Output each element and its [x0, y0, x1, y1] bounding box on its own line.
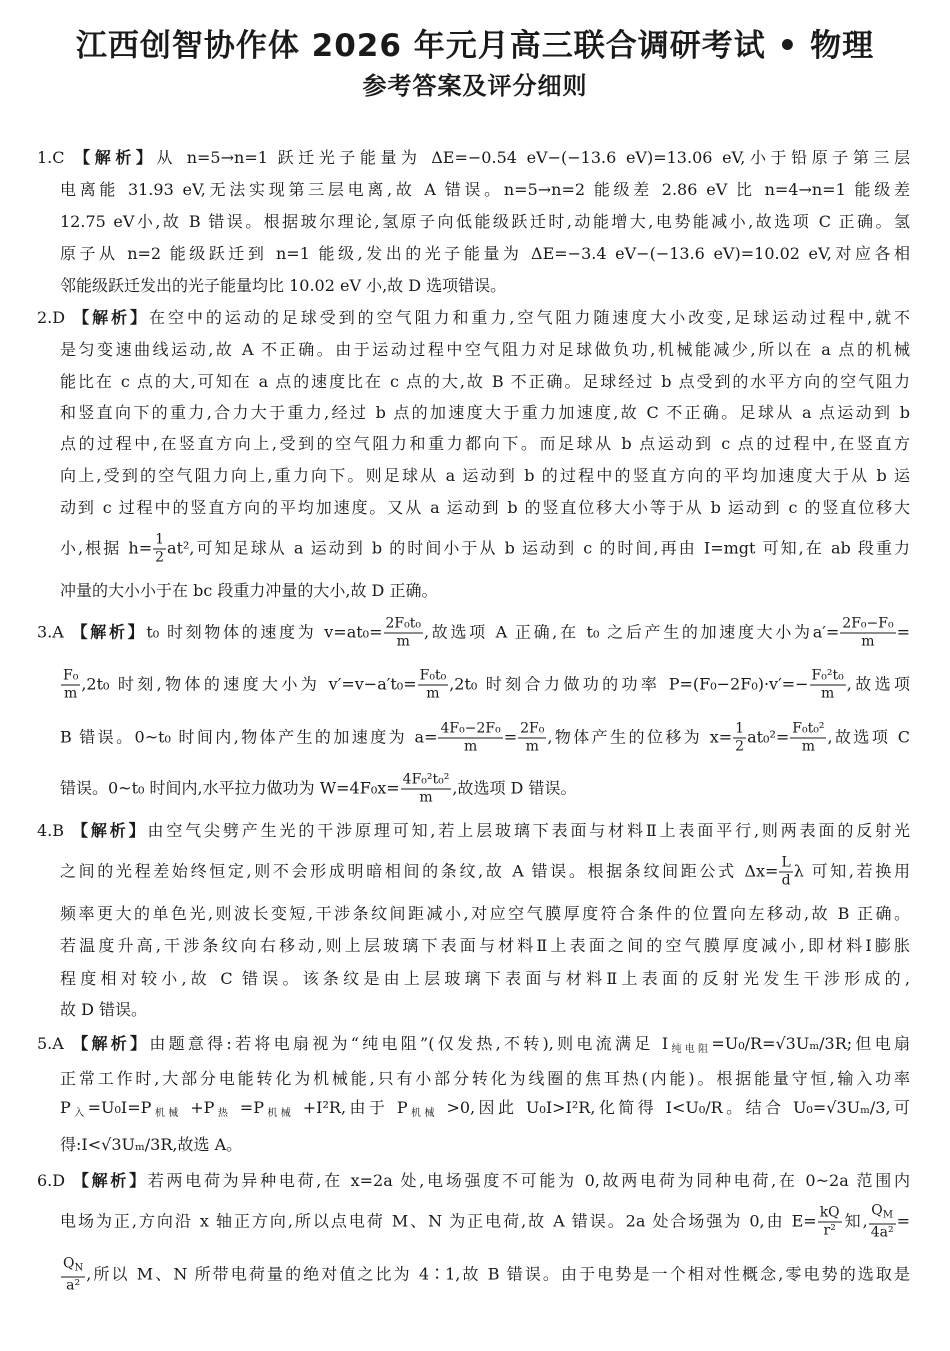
answer-item-line [60, 1135, 242, 1155]
text-run: m [861, 633, 875, 650]
text-run: 电场为正,方向沿 x 轴正方向,所以点电荷 M、N 为正电荷,故 A 错误。2a 处合场强为 0,由 E= [60, 1211, 817, 1231]
text-run: F₀ [63, 667, 79, 684]
fraction-denominator [810, 686, 846, 703]
text-run: 6.D [37, 1171, 73, 1190]
fraction-numerator [61, 1256, 85, 1278]
answer-item-first-line [37, 616, 910, 651]
fraction-numerator [153, 532, 166, 550]
text-run: 程度相对较小,故 C 错误。该条纹是由上层玻璃下表面与材料Ⅱ上表面的反射光发生干涉形成的, [60, 969, 910, 988]
text-run: 2F₀−F₀ [842, 615, 894, 632]
fraction-numerator [733, 721, 746, 739]
text-run: 是匀变速曲线运动,故 A 不正确。由于运动过程中空气阻力对足球做负功,机械能减少,所以在 a 点的机械 [60, 340, 910, 359]
text-run: r² [823, 1222, 836, 1239]
text-run: =P [231, 1098, 264, 1117]
text-run: 由空气尖劈产生光的干涉原理可知,若上层玻璃下表面与材料Ⅱ上表面平行,则两表面的反射光 [147, 821, 910, 840]
answer-item-line [60, 1203, 910, 1242]
answer-item-line [60, 276, 506, 296]
answer-item-line [60, 466, 910, 486]
text-run: 2 [735, 738, 745, 755]
answer-item-line [60, 403, 910, 423]
fraction-denominator [869, 1225, 896, 1242]
text-run: F₀²t₀ [811, 667, 844, 684]
text-run: 正常工作时,大部分电能转化为机械能,只有小部分转化为线圈的焦耳热(内能)。根据能量守恒,输入功率 [60, 1069, 910, 1088]
answer-item-line [60, 668, 910, 703]
text-run: =U₀/R=√3Uₘ/3R;但电扇 [711, 1034, 910, 1053]
text-run: m [426, 685, 440, 702]
text-run: ,故选项 [846, 674, 910, 694]
answer-item-line [60, 340, 910, 360]
answer-item-line [60, 855, 910, 890]
text-run: m [821, 685, 835, 702]
text-run: 4F₀−2F₀ [440, 720, 501, 737]
fraction-denominator [153, 550, 166, 567]
subscript: 机械 [407, 1108, 438, 1119]
text-run: P [60, 1098, 71, 1117]
text-run: 2 [155, 549, 165, 566]
text-run: 向上,受到的空气阻力向上,重力向下。则足球从 a 运动到 b 的过程中的竖直方向的平均加速度大于从 b 运 [60, 466, 910, 485]
fraction-denominator [779, 873, 792, 890]
answer-item-first-line [37, 821, 910, 841]
fraction-numerator [518, 721, 546, 739]
fraction-denominator [733, 739, 746, 756]
text-run: F₀t₀² [792, 720, 825, 737]
analysis-label: 【解析】 [72, 1034, 150, 1053]
text-run: m [396, 633, 410, 650]
text-run: 2F₀ [520, 720, 545, 737]
page-title: 江西创智协作体 2026 年元月高三联合调研考试 • 物理 [75, 28, 875, 64]
analysis-label: 【解析】 [71, 622, 147, 642]
text-run: Q [871, 1202, 883, 1219]
answer-item-line [60, 721, 910, 756]
fraction-denominator [384, 634, 423, 651]
answer-item-line [60, 1098, 910, 1124]
text-run: λ 可知,若换用 [793, 861, 910, 881]
text-run: = [503, 727, 518, 747]
analysis-label: 【解析】 [74, 148, 157, 167]
text-run: Q [63, 1255, 75, 1272]
text-run: at₀²= [747, 727, 790, 747]
text-run: 若两电荷为异种电荷,在 x=2a 处,电场强度不可能为 0,故两电荷为同种电荷,在 0~2a 范围内 [147, 1171, 910, 1190]
fraction-numerator [818, 1205, 842, 1223]
answer-item-line [60, 180, 910, 200]
text-run: 动到 c 过程中的竖直方向的平均加速度。又从 a 运动到 b 的竖直位移大小等于从 b 运动到 c 的竖直位移大 [60, 498, 910, 517]
text-run: 4F₀²t₀² [402, 771, 450, 788]
fraction-numerator [401, 772, 452, 790]
text-run: ,所以 M、N 所带电荷量的绝对值之比为 4∶1,故 B 错误。由于电势是一个相对性概念,零电势的选取是 [86, 1264, 910, 1284]
text-run: t₀ 时刻物体的速度为 v=at₀= [146, 622, 383, 642]
answer-item-line [60, 936, 910, 956]
subscript: 入 [70, 1108, 88, 1119]
fraction [869, 1203, 896, 1242]
fraction-numerator [418, 668, 449, 686]
answer-item-first-line [37, 308, 910, 328]
fraction [61, 1256, 85, 1295]
answer-item-line [60, 372, 910, 392]
text-run: +P [181, 1098, 215, 1117]
text-run: 之间的光程差始终恒定,则不会形成明暗相间的条纹,故 A 错误。根据条纹间距公式 Δx= [60, 861, 779, 881]
text-run: ,2t₀ 时刻,物体的速度大小为 v′=v−a′t₀= [81, 674, 417, 694]
analysis-label: 【解析】 [72, 1171, 148, 1190]
text-run: ,故选项 C [827, 727, 910, 747]
answer-item-line [60, 772, 576, 807]
fraction [418, 668, 449, 703]
subscript: M [882, 1209, 893, 1221]
answer-item-line [60, 1000, 147, 1020]
text-run: >0,因此 U₀I>I²R,化简得 I<U₀/R。结合 U₀=√3Uₘ/3,可 [437, 1098, 911, 1117]
fraction [518, 721, 546, 756]
fraction-numerator [810, 668, 846, 686]
text-run: 故 D 错误。 [60, 1000, 148, 1019]
fraction [779, 855, 792, 890]
text-run: 和竖直向下的重力,合力大于重力,经过 b 点的加速度大于重力加速度,故 C 不正确。足球从 a 点运动到 b [60, 403, 910, 422]
fraction [438, 721, 502, 756]
text-run: 在空中的运动的足球受到的空气阻力和重力,空气阻力随速度大小改变,足球运动过程中,就不 [149, 308, 910, 327]
text-run: ,2t₀ 时刻合力做功的功率 P=(F₀−2F₀)·v′=− [449, 674, 809, 694]
fraction-denominator [418, 686, 449, 703]
text-run: 1 [735, 720, 745, 737]
text-run: =U₀I=P [87, 1098, 152, 1117]
answer-item-line [60, 532, 910, 567]
text-run: 4a² [870, 1224, 894, 1241]
fraction-denominator [518, 739, 546, 756]
text-run: d [781, 872, 791, 889]
answer-item-line [60, 1256, 910, 1295]
text-run: 3.A [37, 622, 72, 642]
text-run: m [463, 738, 478, 755]
fraction-denominator [790, 739, 826, 756]
answer-item-line [60, 434, 910, 454]
fraction-denominator [818, 1223, 842, 1240]
subscript: 热 [214, 1108, 232, 1119]
fraction-numerator [779, 855, 792, 873]
text-run: B 错误。0~t₀ 时间内,物体产生的加速度为 a= [60, 727, 438, 747]
text-run: 原子从 n=2 能级跃迁到 n=1 能级,发出的光子能量为 ΔE=−3.4 eV−(−13.6 eV)=10.02 eV,对应各相 [60, 244, 910, 263]
fraction-denominator [61, 1278, 85, 1295]
answer-item-line [60, 244, 910, 264]
text-run: m [801, 738, 816, 755]
text-run: m [419, 789, 433, 806]
text-run: ,故选项 A 正确,在 t₀ 之后产生的加速度大小为a′= [423, 622, 840, 642]
answer-item-line [60, 969, 910, 989]
text-run: 冲量的大小小于在 bc 段重力冲量的大小,故 D 正确。 [60, 581, 438, 600]
text-run: 由题意得:若将电扇视为“纯电阻”(仅发热,不转),则电流满足 I [149, 1034, 669, 1053]
answer-item-first-line [37, 1171, 910, 1191]
subscript: 纯电阻 [668, 1044, 712, 1055]
text-run: ,物体产生的位移为 x= [547, 727, 733, 747]
text-run: +I²R,由于 P [294, 1098, 408, 1117]
answer-item-first-line [37, 148, 910, 168]
fraction-numerator [438, 721, 502, 739]
fraction [790, 721, 826, 756]
subscript: 机械 [263, 1108, 295, 1119]
fraction [733, 721, 746, 756]
subscript: 机械 [151, 1108, 182, 1119]
text-run: ,故选项 D 错误。 [452, 778, 577, 798]
text-run: 2F₀t₀ [385, 615, 421, 632]
text-run: 电离能 31.93 eV,无法实现第三层电离,故 A 错误。n=5→n=2 能级差 2.86 eV 比 n=4→n=1 能级差 [60, 180, 910, 199]
text-run: 从 n=5→n=1 跃迁光子能量为 ΔE=−0.54 eV−(−13.6 eV)=13.06 eV,小于铅原子第三层 [156, 148, 910, 167]
fraction [384, 616, 423, 651]
text-run: 邻能级跃迁发出的光子能量均比 10.02 eV 小,故 D 选项错误。 [60, 276, 507, 295]
text-run: 4.B [37, 821, 72, 840]
answer-item-line [60, 904, 910, 924]
analysis-label: 【解析】 [73, 308, 150, 327]
answer-item-line [60, 498, 910, 518]
text-run: = [896, 1211, 910, 1231]
fraction [61, 668, 80, 703]
text-run: = [896, 622, 910, 642]
answer-item-first-line [37, 1034, 910, 1060]
fraction-numerator [384, 616, 423, 634]
fraction-numerator [61, 668, 80, 686]
text-run: 5.A [37, 1034, 73, 1053]
fraction-denominator [61, 686, 80, 703]
text-run: 2.D [37, 308, 74, 327]
fraction [810, 668, 846, 703]
fraction [153, 532, 166, 567]
fraction [840, 616, 895, 651]
text-run: 能比在 c 点的大,可知在 a 点的速度比在 c 点的大,故 B 不正确。足球经过 b 点受到的水平方向的空气阻力 [60, 372, 910, 391]
answer-item-line [60, 1069, 910, 1089]
fraction-numerator [790, 721, 826, 739]
text-run: 1 [155, 531, 165, 548]
text-run: 1.C [37, 148, 75, 167]
fraction-numerator [869, 1203, 896, 1225]
text-run: 若温度升高,干涉条纹向右移动,则上层玻璃下表面与材料Ⅱ上表面之间的空气膜厚度减小,即材料Ⅰ膨胀 [60, 936, 910, 955]
analysis-label: 【解析】 [71, 821, 148, 840]
text-run: 得:I<√3Uₘ/3R,故选 A。 [60, 1135, 243, 1154]
text-run: L [781, 854, 791, 871]
text-run: 点的过程中,在竖直方向上,受到的空气阻力和重力都向下。而足球从 b 点运动到 c 点的过程中,在竖直方 [60, 434, 910, 453]
text-run: a² [66, 1277, 81, 1294]
fraction-numerator [840, 616, 895, 634]
fraction [401, 772, 452, 807]
text-run: 知, [842, 1211, 868, 1231]
fraction-denominator [438, 739, 502, 756]
subscript: N [74, 1262, 84, 1274]
text-run: 12.75 eV小,故 B 错误。根据玻尔理论,氢原子向低能级跃迁时,动能增大,电势能减小,故选项 C 正确。氢 [60, 212, 910, 231]
text-run: 错误。0~t₀ 时间内,水平拉力做功为 W=4F₀x= [60, 778, 400, 798]
answer-item-line [60, 212, 910, 232]
text-run: 频率更大的单色光,则波长变短,干涉条纹间距减小,对应空气膜厚度符合条件的位置向左移动,故 B 正确。 [60, 904, 910, 923]
fraction [818, 1205, 842, 1240]
text-run: m [64, 685, 78, 702]
answer-item-line [60, 581, 437, 601]
text-run: 小,根据 h= [60, 538, 153, 558]
text-run: at²,可知足球从 a 运动到 b 的时间小于从 b 运动到 c 的时间,再由 I=mgt 可知,在 ab 段重力 [167, 538, 910, 558]
text-run: F₀t₀ [419, 667, 447, 684]
fraction-denominator [401, 790, 452, 807]
text-run: kQ [819, 1204, 840, 1221]
text-run: m [525, 738, 539, 755]
page-subtitle: 参考答案及评分细则 [362, 72, 588, 100]
fraction-denominator [840, 634, 895, 651]
